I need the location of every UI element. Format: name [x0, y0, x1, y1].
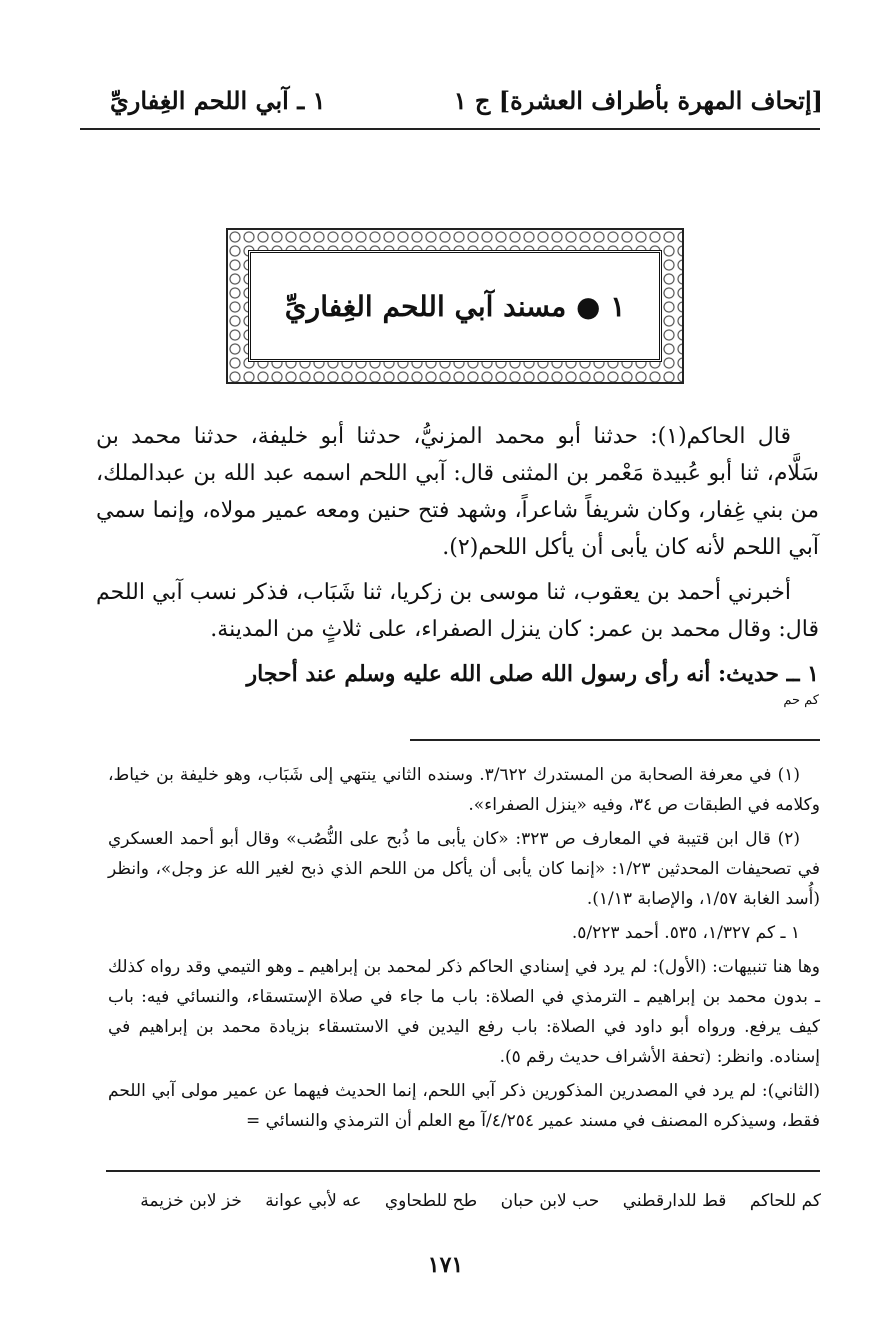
- footnote-divider: [410, 739, 820, 741]
- abbreviation-key: [122, 1191, 821, 1211]
- abbrev-khuz: خز لابن خزيمة: [140, 1191, 242, 1211]
- abbrev-aa: عه لأبي عوانة: [265, 1191, 362, 1211]
- footnotes: [108, 760, 820, 1140]
- footnote-note-first: وها هنا تنبيهات: (الأول): لم يرد في إسنادي الحاكم ذكر لمحمد بن إبراهيم ـ وهو التيمي وقد رواه كذلك ـ بدون محمد بن إبراهيم ـ الترمذي في الصلاة: باب ما جاء في صلاة الإستسقاء، والنسائي فيه: باب كيف يرفع. ورواه أبو داود في الصلاة: باب رفع اليدين في الاستسقاء بزيادة محمد بن إبراهيم في إسناده. وانظر: (تحفة الأشراف حديث رقم ٥).: [108, 957, 820, 1067]
- footnote-hadith-sources: ١ ـ كم ١/٣٢٧، ٥٣٥. أحمد ٥/٢٢٣.: [571, 923, 800, 943]
- section-title: ١ ● مسند آبي اللحم الغِفاريِّ: [284, 289, 626, 323]
- footnote-note-second: (الثاني): لم يرد في المصدرين المذكورين ذكر آبي اللحم، إنما الحديث فيهما عن عمير مولى آبي اللحم فقط، وسيذكره المصنف في مسند عمير ٤/٢٥٤/آ مع العلم أن الترمذي والنسائي =: [108, 1081, 820, 1131]
- footnote-1: (١) في معرفة الصحابة من المستدرك ٣/٦٢٢. وسنده الثاني ينتهي إلى شَبَاب، وهو خليفة بن خياط، وكلامه في الطبقات ص ٣٤، وفيه «ينزل الصفراء».: [108, 765, 820, 815]
- abbrev-hib: حب لابن حبان: [500, 1191, 600, 1211]
- ornamental-title-frame: [226, 228, 684, 384]
- footnote-2: (٢) قال ابن قتيبة في المعارف ص ٣٢٣: «كان يأبى ما ذُبح على النُّصُب» وقال أبو أحمد العسكري في تصحيفات المحدثين ١/٢٣: «إنما كان يأبى أن يأكل من اللحم الذي ذبح لغير الله عز وجل»، وانظر (أُسد الغابة ١/٥٧، والإصابة ١/١٣).: [108, 829, 820, 909]
- abbrev-kam: كم للحاكم: [749, 1191, 821, 1211]
- header-divider: [80, 128, 820, 130]
- abbrev-qat: قط للدارقطني: [622, 1191, 727, 1211]
- running-header-chapter: ١ ـ آبي اللحم الغِفاريِّ: [110, 86, 326, 115]
- hadith-line: ١ ــ حديث: أنه رأى رسول الله صلى الله عليه وسلم عند أحجار: [246, 661, 819, 687]
- page-number: ١٧١: [427, 1252, 464, 1278]
- main-text: [96, 418, 819, 709]
- body-paragraph-2: أخبرني أحمد بن يعقوب، ثنا موسى بن زكريا، ثنا شَبَاب، فذكر نسب آبي اللحم قال: وقال محمد بن عمر: كان ينزل الصفراء، على ثلاثٍ من المدينة.: [96, 580, 819, 642]
- title-frame-inner: [248, 250, 662, 362]
- abbrev-tah: طح للطحاوي: [384, 1191, 478, 1211]
- bottom-divider: [106, 1170, 820, 1172]
- hadith-source-tag: كم حم: [783, 693, 819, 708]
- running-header-book-title: [إتحاف المهرة بأطراف العشرة] ج ١: [453, 86, 823, 115]
- body-paragraph-1: قال الحاكم(١): حدثنا أبو محمد المزنيُّ، حدثنا أبو خليفة، حدثنا محمد بن سَلَّام، ثنا أبو عُبيدة مَعْمر بن المثنى قال: آبي اللحم اسمه عبد الله بن عبدالملك، من بني غِفار، وكان شريفاً شاعراً، وشهد فتح حنين ومعه عمير مولاه، وإنما سمي آبي اللحم لأنه كان يأبى أن يأكل اللحم(٢).: [96, 424, 819, 560]
